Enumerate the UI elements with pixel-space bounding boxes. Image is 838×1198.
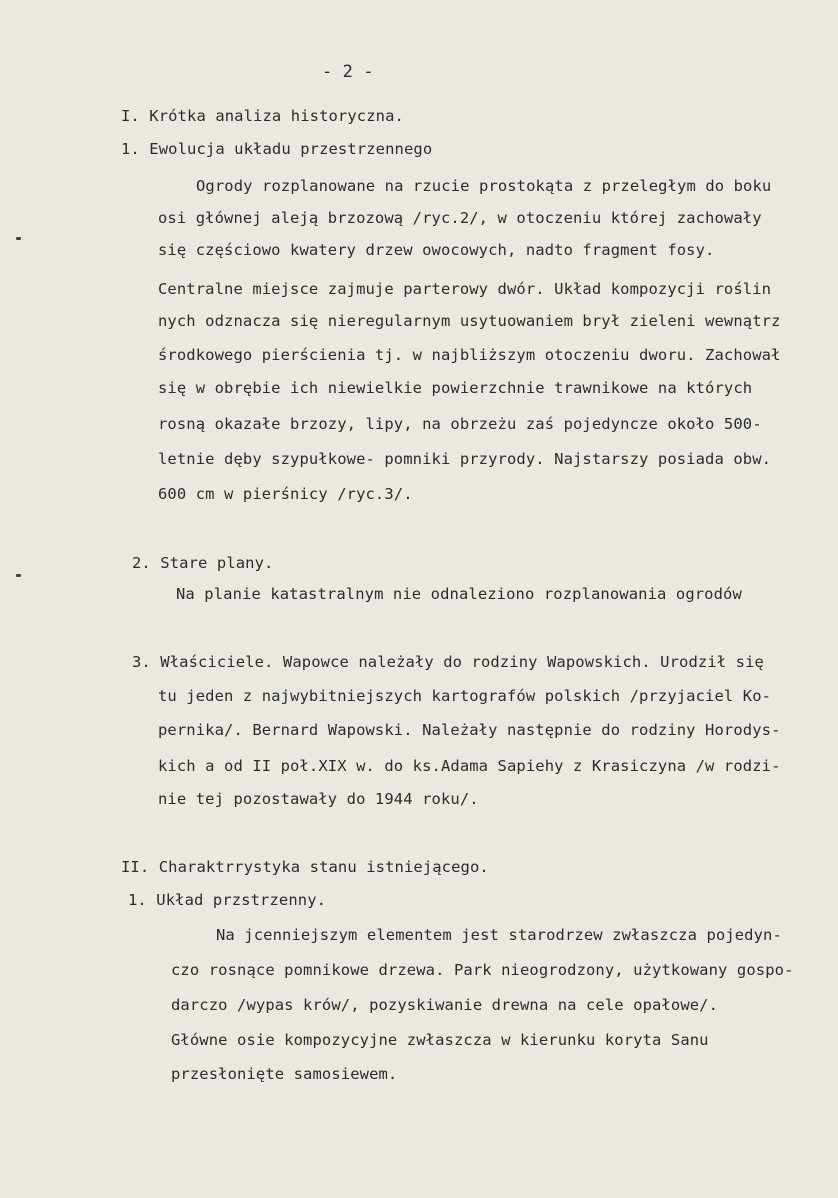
paragraph-line: się w obrębie ich niewielkie powierzchnie trawnikowe na których bbox=[158, 379, 753, 397]
item-heading: 1. Ewolucja układu przestrzennego bbox=[121, 140, 433, 158]
paragraph-line: czo rosnące pomnikowe drzewa. Park nieogrodzony, użytkowany gospo- bbox=[171, 961, 794, 979]
margin-mark bbox=[16, 574, 21, 577]
page-number: - 2 - bbox=[322, 62, 374, 82]
paragraph-line: przesłonięte samosiewem. bbox=[171, 1065, 398, 1083]
paragraph-line: pernika/. Bernard Wapowski. Należały następnie do rodziny Horodys- bbox=[158, 721, 781, 739]
section-heading: I. Krótka analiza historyczna. bbox=[121, 107, 404, 125]
paragraph-line: środkowego pierścienia tj. w najbliższym otoczeniu dworu. Zachował bbox=[158, 346, 781, 364]
item-heading: 1. Układ przstrzenny. bbox=[128, 891, 327, 909]
paragraph-line: kich a od II poł.XIX w. do ks.Adama Sapiehy z Krasiczyna /w rodzi- bbox=[158, 757, 781, 775]
section-heading: II. Charaktrrystyka stanu istniejącego. bbox=[121, 858, 489, 876]
paragraph-line: nych odznacza się nieregularnym usytuowaniem brył zieleni wewnątrz bbox=[158, 312, 781, 330]
paragraph-line: 600 cm w pierśnicy /ryc.3/. bbox=[158, 485, 413, 503]
paragraph-line: Ogrody rozplanowane na rzucie prostokąta z przeległym do boku bbox=[196, 177, 772, 195]
paragraph-line: się częściowo kwatery drzew owocowych, nadto fragment fosy. bbox=[158, 241, 715, 259]
paragraph-line: tu jeden z najwybitniejszych kartografów polskich /przyjaciel Ko- bbox=[158, 687, 772, 705]
paragraph-line: osi głównej aleją brzozową /ryc.2/, w otoczeniu której zachowały bbox=[158, 209, 762, 227]
paragraph-line: darczo /wypas krów/, pozyskiwanie drewna na cele opałowe/. bbox=[171, 996, 719, 1014]
paragraph-line: 3. Właściciele. Wapowce należały do rodziny Wapowskich. Urodził się bbox=[132, 653, 764, 671]
margin-mark bbox=[16, 237, 21, 240]
paragraph-line: rosną okazałe brzozy, lipy, na obrzeżu zaś pojedyncze około 500- bbox=[158, 415, 762, 433]
paragraph-line: nie tej pozostawały do 1944 roku/. bbox=[158, 790, 479, 808]
item-heading: 2. Stare plany. bbox=[132, 554, 274, 572]
paragraph-line: Główne osie kompozycyjne zwłaszcza w kierunku koryta Sanu bbox=[171, 1031, 709, 1049]
paragraph-line: letnie dęby szypułkowe- pomniki przyrody. Najstarszy posiada obw. bbox=[158, 450, 772, 468]
paragraph-line: Na planie katastralnym nie odnaleziono rozplanowania ogrodów bbox=[176, 585, 742, 603]
paragraph-line: Na jcenniejszym elementem jest starodrzew zwłaszcza pojedyn- bbox=[216, 926, 782, 944]
paragraph-line: Centralne miejsce zajmuje parterowy dwór. Układ kompozycji roślin bbox=[158, 280, 772, 298]
